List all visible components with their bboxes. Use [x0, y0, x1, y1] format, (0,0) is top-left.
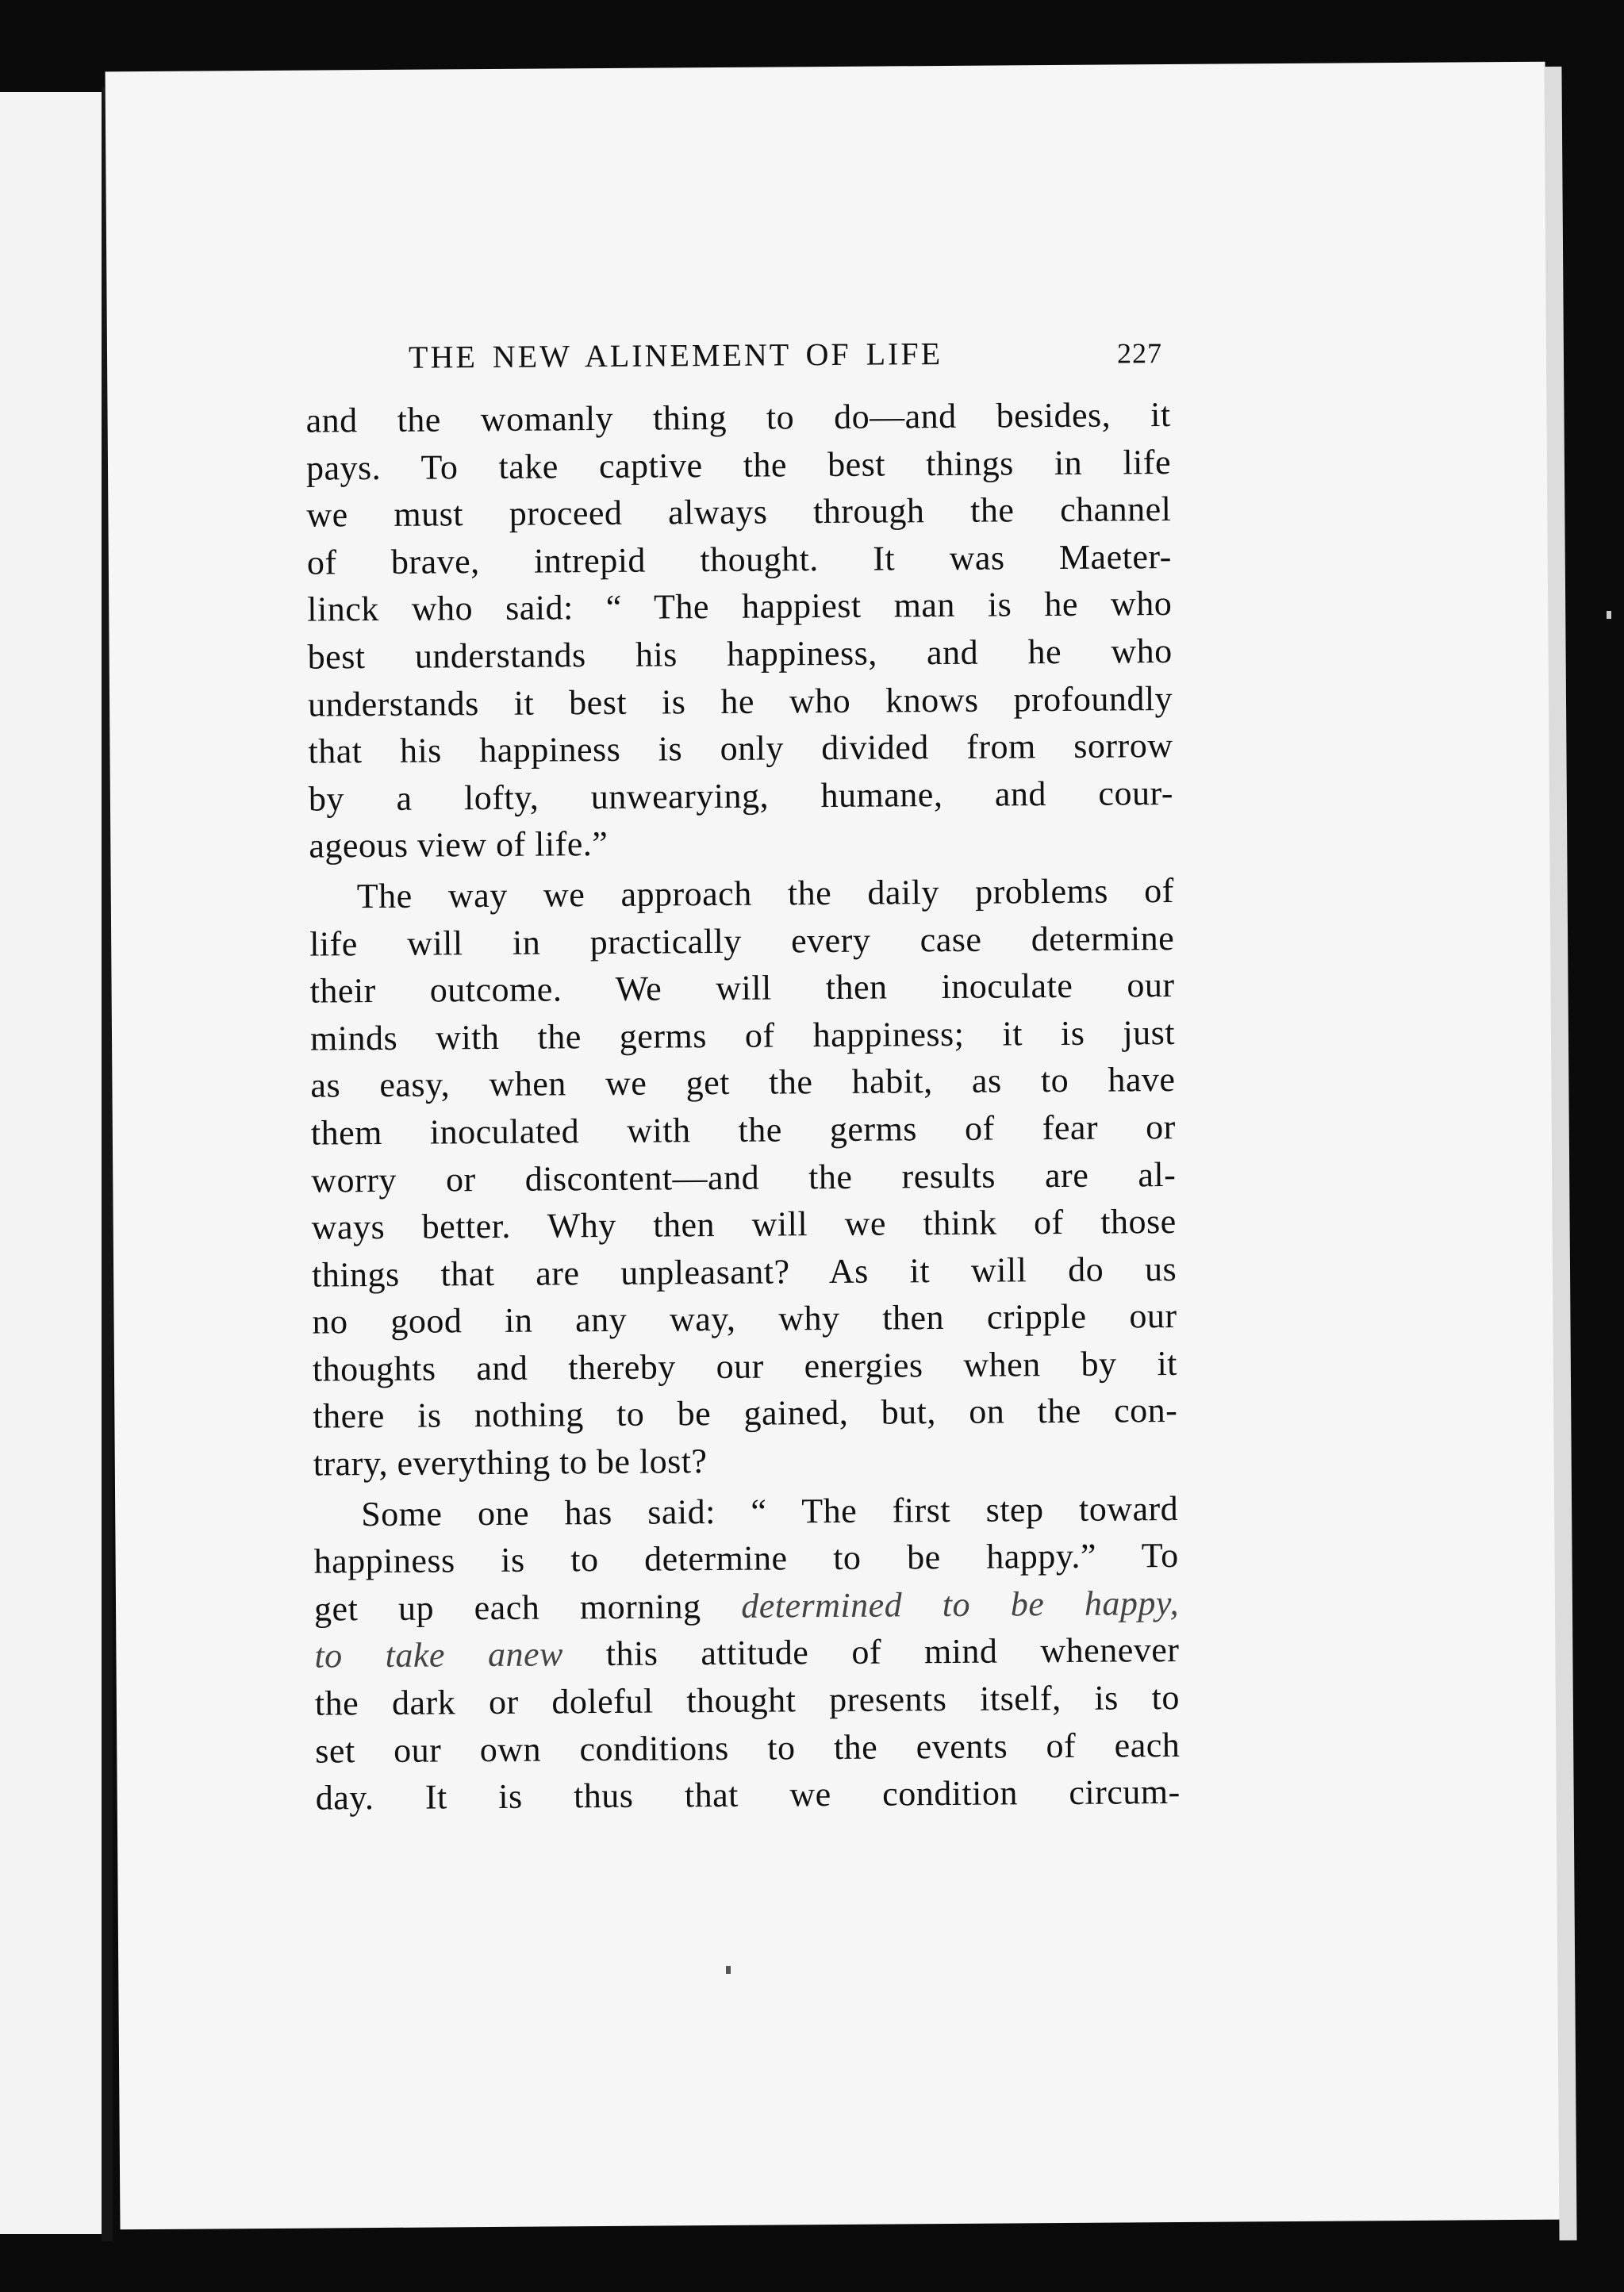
text-line: thoughts and thereby our energies when by it	[312, 1343, 1178, 1389]
text-line: the dark or doleful thought presents itself, is to	[314, 1677, 1181, 1723]
scan-speck	[1607, 611, 1611, 619]
text-line: as easy, when we get the habit, as to have	[310, 1060, 1176, 1105]
text-line: The way we approach the daily problems of	[356, 870, 1174, 916]
text-line: linck who said: “ The happiest man is he who	[307, 584, 1173, 629]
facing-page-edge	[0, 92, 105, 2234]
text-line: of brave, intrepid thought. It was Maeter-	[306, 536, 1172, 582]
text-line: Some one has said: “ The first step toward	[361, 1488, 1179, 1534]
text-line: minds with the germs of happiness; it is just	[309, 1012, 1176, 1058]
text-line: best understands his happiness, and he who	[307, 631, 1173, 677]
text-line: no good in any way, why then cripple our	[312, 1296, 1177, 1342]
text-line: things that are unpleasant? As it will do us	[311, 1249, 1177, 1295]
text-line	[314, 1580, 1179, 1633]
page-number: 227	[1116, 337, 1163, 370]
text-line: day. It is thus that we condition circum-	[315, 1772, 1181, 1818]
text-line: them inoculated with the germs of fear or	[310, 1107, 1177, 1153]
paragraph-3	[313, 1485, 1181, 1822]
text-line: their outcome. We will then inoculate our	[309, 966, 1175, 1011]
book-page	[106, 62, 1561, 2230]
paragraph-2	[309, 867, 1178, 1488]
text-line: that his happiness is only divided from sorrow	[308, 726, 1173, 771]
text-line: ways better. Why then will we think of those	[311, 1202, 1177, 1247]
text-run: this attitude of mind whenever	[562, 1630, 1180, 1674]
text-line: and the womanly thing to do—and besides, it	[305, 395, 1171, 440]
text-line: ageous view of life.”	[309, 824, 609, 866]
text-line: life will in practically every case determine	[309, 918, 1175, 964]
italic-emphasis: determined to be happy,	[741, 1583, 1180, 1626]
running-head-title: THE NEW ALINEMENT OF LIFE	[408, 336, 943, 375]
text-line: pays. To take captive the best things in life	[305, 442, 1172, 488]
text-line: understands it best is he who knows profoundly	[307, 678, 1173, 724]
text-line: set our own conditions to the events of each	[315, 1725, 1181, 1771]
paragraph-1	[305, 391, 1173, 870]
scan-speck	[726, 1966, 731, 1974]
text-line: trary, everything to be lost?	[313, 1442, 708, 1484]
text-line: happiness is to determine to be happy.” To	[313, 1536, 1179, 1581]
text-line: worry or discontent—and the results are al-	[311, 1154, 1177, 1200]
text-line: there is nothing to be gained, but, on the con-	[313, 1391, 1178, 1437]
page-text	[305, 330, 1181, 1822]
text-line: by a lofty, unwearying, humane, and cour-	[308, 773, 1174, 819]
text-run: get up each morning	[313, 1586, 742, 1629]
text-line	[314, 1626, 1179, 1680]
running-head	[409, 330, 1162, 381]
text-line: we must proceed always through the channel	[306, 489, 1172, 535]
italic-emphasis: to take anew	[314, 1634, 564, 1676]
